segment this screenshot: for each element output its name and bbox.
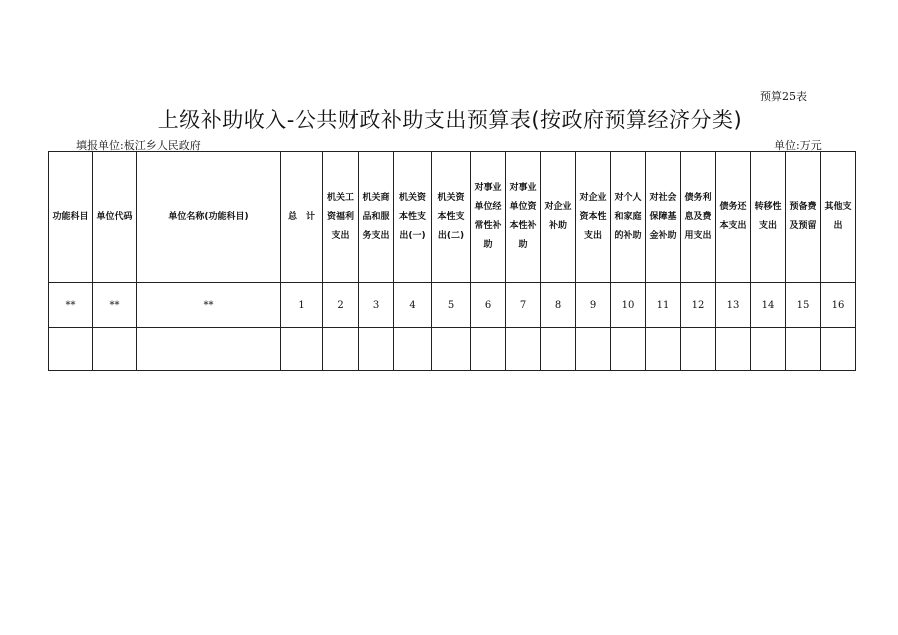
header-cell xyxy=(751,152,786,283)
table-cell xyxy=(786,328,821,371)
table-cell: 4 xyxy=(394,283,432,328)
budget-table xyxy=(48,151,856,371)
header-row xyxy=(49,152,856,283)
header-label: 单位代码 xyxy=(96,211,133,222)
table-cell: 3 xyxy=(359,283,394,328)
table-cell: 7 xyxy=(506,283,541,328)
table-cell: 12 xyxy=(681,283,716,328)
page-title: 上级补助收入-公共财政补助支出预算表(按政府预算经济分类) xyxy=(157,108,743,132)
header-label: 其他支出 xyxy=(824,202,852,231)
table-cell xyxy=(93,328,137,371)
header-label: 对企业补助 xyxy=(544,202,572,231)
header-cell xyxy=(359,152,394,283)
table-cell xyxy=(611,328,646,371)
header-label: 对事业单位资本性补助 xyxy=(509,183,537,250)
table-cell xyxy=(821,328,856,371)
header-cell xyxy=(821,152,856,283)
table-row xyxy=(49,328,856,371)
header-cell xyxy=(646,152,681,283)
header-label: 预备费及预留 xyxy=(789,202,817,231)
header-cell xyxy=(137,152,281,283)
header-label: 转移性支出 xyxy=(754,202,782,231)
table-cell: ** xyxy=(49,283,93,328)
table-cell xyxy=(432,328,471,371)
header-label: 对社会保障基金补助 xyxy=(649,192,677,241)
table-cell xyxy=(716,328,751,371)
header-cell xyxy=(323,152,359,283)
header-cell xyxy=(394,152,432,283)
header-label: 对企业资本性支出 xyxy=(579,192,607,241)
table-cell xyxy=(646,328,681,371)
table-cell: 6 xyxy=(471,283,506,328)
table-cell xyxy=(137,328,281,371)
table-cell xyxy=(576,328,611,371)
table-cell xyxy=(506,328,541,371)
table-cell xyxy=(359,328,394,371)
header-cell xyxy=(506,152,541,283)
header-label: 债务利息及费用支出 xyxy=(684,192,712,241)
header-cell xyxy=(716,152,751,283)
header-cell xyxy=(281,152,323,283)
table-cell: ** xyxy=(137,283,281,328)
header-cell xyxy=(471,152,506,283)
table-cell: 5 xyxy=(432,283,471,328)
header-cell xyxy=(49,152,93,283)
table-cell: 8 xyxy=(541,283,576,328)
table-cell xyxy=(541,328,576,371)
table-cell: ** xyxy=(93,283,137,328)
table-cell xyxy=(394,328,432,371)
header-cell xyxy=(541,152,576,283)
table-cell: 11 xyxy=(646,283,681,328)
table-cell xyxy=(471,328,506,371)
table-cell xyxy=(281,328,323,371)
header-cell xyxy=(432,152,471,283)
table-cell: 16 xyxy=(821,283,856,328)
doc-number: 预算25表 xyxy=(760,90,807,103)
header-cell xyxy=(681,152,716,283)
table-cell xyxy=(681,328,716,371)
header-label: 单位名称(功能科目) xyxy=(168,211,249,222)
header-label: 总 计 xyxy=(287,211,315,222)
header-label: 机关资本性支出(一) xyxy=(398,192,426,241)
header-label: 功能科目 xyxy=(52,211,89,222)
table-cell: 15 xyxy=(786,283,821,328)
table-cell: 1 xyxy=(281,283,323,328)
table-cell xyxy=(49,328,93,371)
header-cell xyxy=(93,152,137,283)
unit-label: 单位:万元 xyxy=(774,139,822,152)
table-cell: 13 xyxy=(716,283,751,328)
header-cell xyxy=(786,152,821,283)
table-cell: 2 xyxy=(323,283,359,328)
header-cell xyxy=(576,152,611,283)
fill-unit-label: 填报单位:板江乡人民政府 xyxy=(76,139,201,152)
header-label: 机关工资福利支出 xyxy=(326,192,354,241)
table-cell: 9 xyxy=(576,283,611,328)
header-label: 对事业单位经常性补助 xyxy=(474,183,502,250)
header-label: 对个人和家庭的补助 xyxy=(614,192,642,241)
table-row xyxy=(49,283,856,328)
table-cell xyxy=(323,328,359,371)
header-label: 机关商品和服务支出 xyxy=(362,192,390,241)
table-cell: 14 xyxy=(751,283,786,328)
table-cell xyxy=(751,328,786,371)
header-cell xyxy=(611,152,646,283)
header-label: 机关资本性支出(二) xyxy=(437,192,465,241)
table-cell: 10 xyxy=(611,283,646,328)
header-label: 债务还本支出 xyxy=(719,202,747,231)
